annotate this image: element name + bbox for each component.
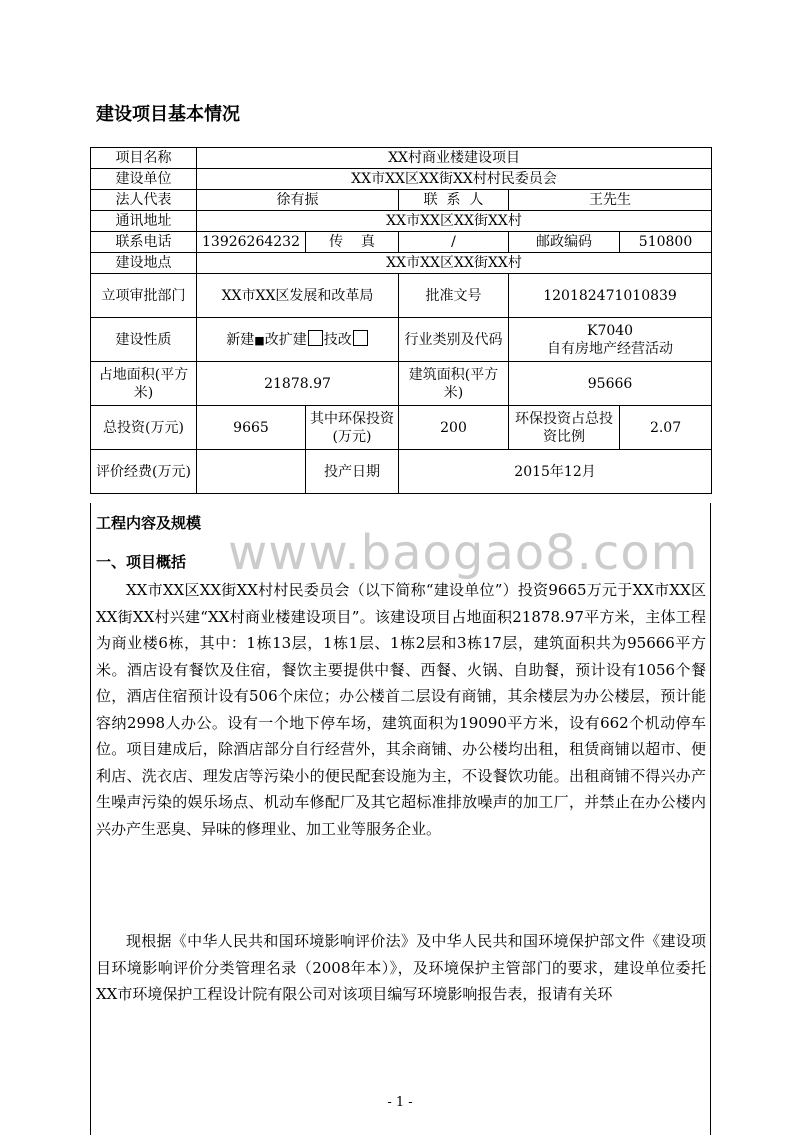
nature-label: 建设性质 xyxy=(91,318,197,362)
postcode-label: 邮政编码 xyxy=(509,232,620,253)
land-area-label: 占地面积(平方米) xyxy=(91,362,197,406)
nature-new-checked-icon: ■ xyxy=(254,333,265,347)
prod-date-label: 投产日期 xyxy=(306,450,399,494)
nature-new-label: 新建 xyxy=(226,331,255,348)
total-invest-label: 总投资(万元) xyxy=(91,406,197,450)
industry-name: 自有房地产经营活动 xyxy=(547,340,674,357)
approval-no-label: 批准文号 xyxy=(399,274,509,318)
env-ratio-label: 环保投资占总投资比例 xyxy=(509,406,620,450)
address-value: XX市XX区XX街XX村 xyxy=(197,211,712,232)
row-builder xyxy=(91,169,712,190)
fax-value: / xyxy=(399,232,509,253)
row-site xyxy=(91,253,712,274)
site-value: XX市XX区XX街XX村 xyxy=(197,253,712,274)
env-invest-value: 200 xyxy=(399,406,509,450)
row-legal-rep xyxy=(91,190,712,211)
row-approval xyxy=(91,274,712,318)
contact-label: 联 系 人 xyxy=(399,190,509,211)
phone-value: 13926264232 xyxy=(197,232,306,253)
postcode-value: 510800 xyxy=(620,232,712,253)
row-project-name xyxy=(91,148,712,169)
total-invest-value: 9665 xyxy=(197,406,306,450)
fax-label: 传 真 xyxy=(306,232,399,253)
nature-expand-label: 改扩建 xyxy=(264,331,307,348)
approval-dept-label: 立项审批部门 xyxy=(91,274,197,318)
page-title: 建设项目基本情况 xyxy=(96,104,240,125)
watermark: www.baogao8.com xyxy=(228,525,699,581)
site-label: 建设地点 xyxy=(91,253,197,274)
industry-label: 行业类别及代码 xyxy=(399,318,509,362)
building-area-value: 95666 xyxy=(509,362,712,406)
project-info-table xyxy=(90,147,712,494)
industry-code: K7040 xyxy=(586,322,634,339)
nature-tech-checkbox-icon xyxy=(353,330,368,346)
paragraph-basis: 现根据《中华人民共和国环境影响评价法》及中华人民共和国环境保护部文件《建设项目环境影响评价分类管理名录（2008年本）》，及环境保护主管部门的要求，建设单位委托XX市环境保护工程设计院有限公司对该项目编写环境影响报告表，报请有关环 xyxy=(96,932,706,1003)
builder-value: XX市XX区XX街XX村村民委员会 xyxy=(197,169,712,190)
nature-options xyxy=(197,318,399,362)
approval-no-value: 120182471010839 xyxy=(509,274,712,318)
row-eval xyxy=(91,450,712,494)
row-phone xyxy=(91,232,712,253)
row-address xyxy=(91,211,712,232)
row-area xyxy=(91,362,712,406)
contact-value: 王先生 xyxy=(509,190,712,211)
paragraph-overview: XX市XX区XX街XX村村民委员会（以下简称“建设单位”）投资9665万元于XX市XX区XX街XX村兴建“XX村商业楼建设项目”。该建设项目占地面积21878.97平方米，主体工程为商业楼6栋，其中：1栋13层，1栋1层、1栋2层和3栋17层，建筑面积共为95666平方米。酒店设有餐饮及住宿，餐饮主要提供中餐、西餐、火锅、自助餐，预计设有1056个餐位，酒店住宿预计设有506个床位；办公楼首二层设有商铺，其余楼层为办公楼层，预计能容纳2998人办公。设有一个地下停车场，建筑面积为19090平方米，设有662个机动停车位。项目建成后，除酒店部分自行经营外，其余商铺、办公楼均出租，租赁商铺以超市、便利店、洗衣店、理发店等污染小的便民配套设施为主，不设餐饮功能。出租商铺不得兴办产生噪声污染的娱乐场点、机动车修配厂及其它超标准排放噪声的加工厂，并禁止在办公楼内兴办产生恶臭、异味的修理业、加工业等服务企业。 xyxy=(96,581,706,838)
land-area-value: 21878.97 xyxy=(197,362,399,406)
page-number: - 1 - xyxy=(387,1095,413,1110)
row-nature xyxy=(91,318,712,362)
industry-value xyxy=(509,318,712,362)
subsection-title: 一、项目概括 xyxy=(96,553,187,571)
building-area-label: 建筑面积(平方米) xyxy=(399,362,509,406)
project-name-value: XX村商业楼建设项目 xyxy=(197,148,712,169)
env-ratio-value: 2.07 xyxy=(620,406,712,450)
address-label: 通讯地址 xyxy=(91,211,197,232)
prod-date-value: 2015年12月 xyxy=(399,450,712,494)
row-investment xyxy=(91,406,712,450)
nature-tech-label: 技改 xyxy=(323,331,352,348)
legal-rep-value: 徐有振 xyxy=(197,190,399,211)
eval-fee-label: 评价经费(万元) xyxy=(91,450,197,494)
section-title: 工程内容及规模 xyxy=(96,514,202,532)
nature-expand-checkbox-icon xyxy=(308,330,323,346)
legal-rep-label: 法人代表 xyxy=(91,190,197,211)
project-name-label: 项目名称 xyxy=(91,148,197,169)
approval-dept-value: XX市XX区发展和改革局 xyxy=(197,274,399,318)
phone-label: 联系电话 xyxy=(91,232,197,253)
eval-fee-value xyxy=(197,450,306,494)
builder-label: 建设单位 xyxy=(91,169,197,190)
env-invest-label: 其中环保投资(万元) xyxy=(306,406,399,450)
